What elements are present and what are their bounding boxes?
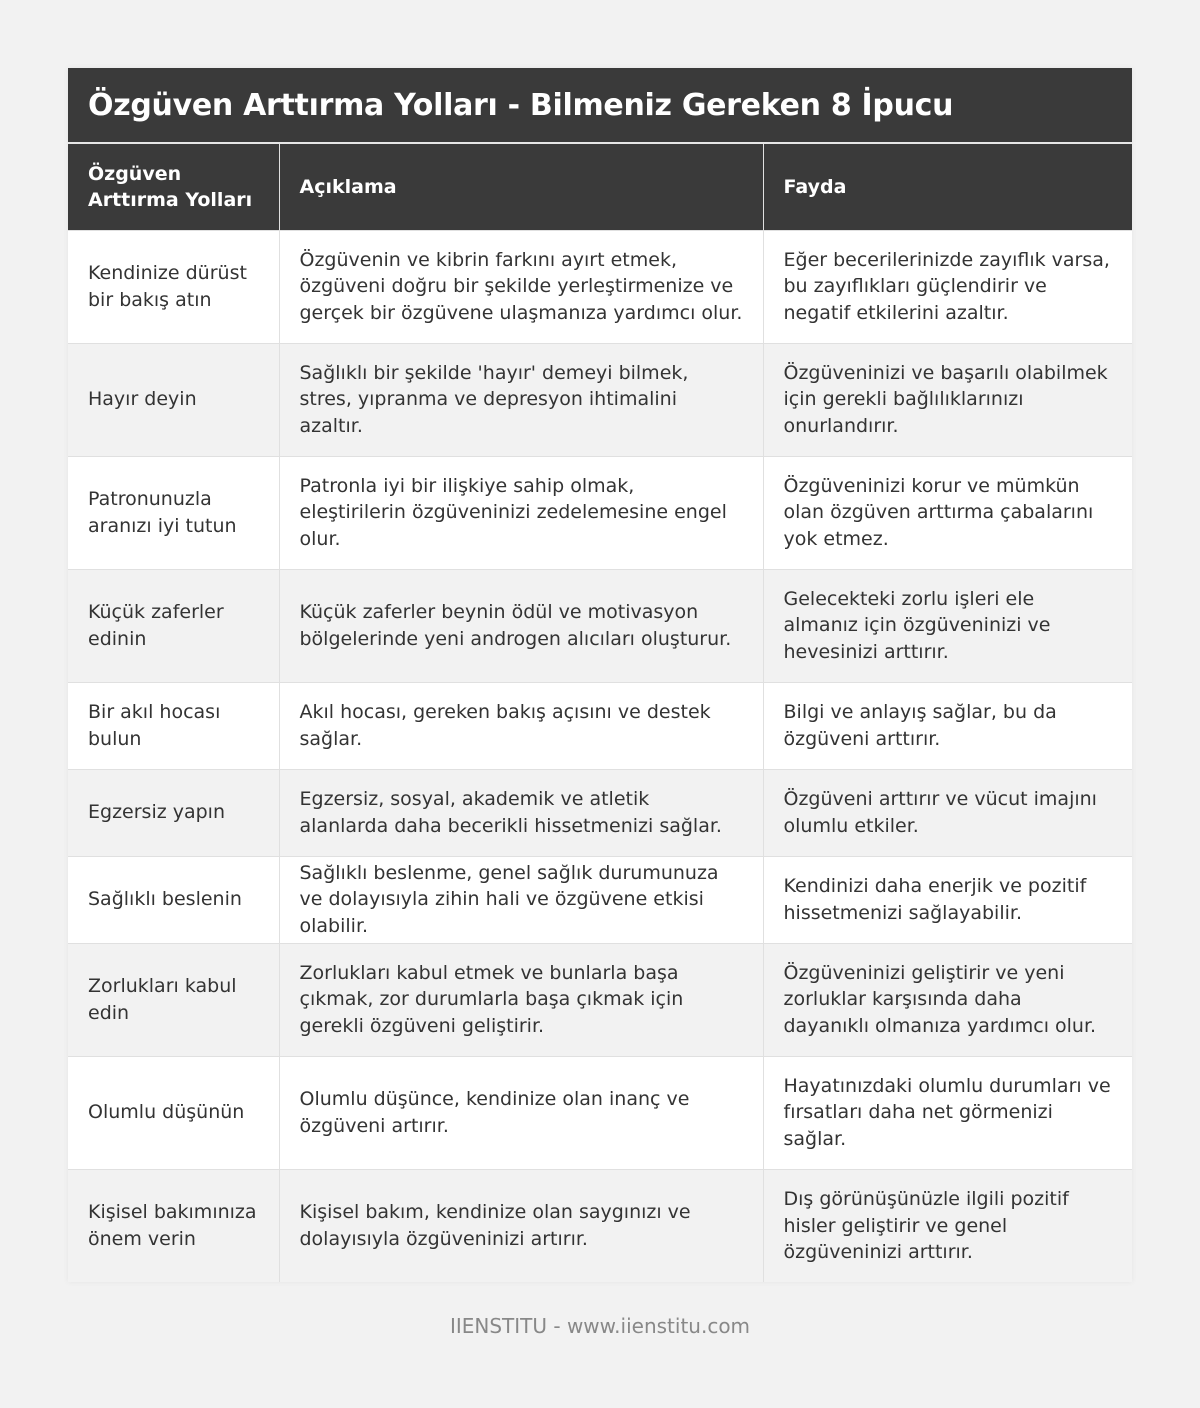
cell-benefit: Dış görünüşünüzle ilgili pozitif hisler geliştirir ve genel özgüveninizi arttırır. bbox=[763, 1169, 1132, 1282]
cell-way: Bir akıl hocası bulun bbox=[68, 682, 279, 769]
cell-way: Patronunuzla aranızı iyi tutun bbox=[68, 456, 279, 569]
cell-description: Küçük zaferler beynin ödül ve motivasyon bölgelerinde yeni androgen alıcıları oluşturur. bbox=[279, 569, 763, 682]
tips-table-card bbox=[68, 68, 1132, 1282]
cell-description: Akıl hocası, gereken bakış açısını ve destek sağlar. bbox=[279, 682, 763, 769]
table-row bbox=[68, 856, 1132, 943]
cell-benefit: Özgüveninizi geliştirir ve yeni zorluklar karşısında daha dayanıklı olmanıza yardımcı olur. bbox=[763, 943, 1132, 1056]
cell-benefit: Gelecekteki zorlu işleri ele almanız için özgüveninizi ve hevesinizi arttırır. bbox=[763, 569, 1132, 682]
cell-benefit: Hayatınızdaki olumlu durumları ve fırsatları daha net görmenizi sağlar. bbox=[763, 1056, 1132, 1169]
table-row bbox=[68, 769, 1132, 856]
cell-description: Zorlukları kabul etmek ve bunlarla başa çıkmak, zor durumlarla başa çıkmak için gerekli özgüveni geliştirir. bbox=[279, 943, 763, 1056]
cell-way: Sağlıklı beslenin bbox=[68, 856, 279, 943]
cell-way: Kişisel bakımınıza önem verin bbox=[68, 1169, 279, 1282]
table-row bbox=[68, 1169, 1132, 1282]
cell-benefit: Özgüveninizi korur ve mümkün olan özgüven arttırma çabalarını yok etmez. bbox=[763, 456, 1132, 569]
table-row bbox=[68, 682, 1132, 769]
cell-way: Olumlu düşünün bbox=[68, 1056, 279, 1169]
table-row bbox=[68, 943, 1132, 1056]
cell-benefit: Özgüveninizi ve başarılı olabilmek için gerekli bağlılıklarınızı onurlandırır. bbox=[763, 343, 1132, 456]
table-row bbox=[68, 343, 1132, 456]
page-title: Özgüven Arttırma Yolları - Bilmeniz Gereken 8 İpucu bbox=[88, 87, 954, 123]
cell-description: Özgüvenin ve kibrin farkını ayırt etmek, özgüveni doğru bir şekilde yerleştirmenize ve gerçek bir özgüvene ulaşmanıza yardımcı olur. bbox=[279, 230, 763, 343]
cell-benefit: Kendinizi daha enerjik ve pozitif hissetmenizi sağlayabilir. bbox=[763, 856, 1132, 943]
title-bar bbox=[68, 68, 1132, 144]
cell-way: Kendinize dürüst bir bakış atın bbox=[68, 230, 279, 343]
table-row bbox=[68, 456, 1132, 569]
tips-table bbox=[68, 144, 1132, 1282]
cell-way: Hayır deyin bbox=[68, 343, 279, 456]
column-header-description: Açıklama bbox=[279, 144, 763, 230]
table-row bbox=[68, 230, 1132, 343]
table-body bbox=[68, 230, 1132, 1282]
cell-way: Egzersiz yapın bbox=[68, 769, 279, 856]
cell-description: Egzersiz, sosyal, akademik ve atletik alanlarda daha becerikli hissetmenizi sağlar. bbox=[279, 769, 763, 856]
header-row bbox=[68, 144, 1132, 230]
column-header-benefit: Fayda bbox=[763, 144, 1132, 230]
table-row bbox=[68, 1056, 1132, 1169]
cell-description: Sağlıklı beslenme, genel sağlık durumunuza ve dolayısıyla zihin hali ve özgüvene etkisi olabilir. bbox=[279, 856, 763, 943]
column-header-way: Özgüven Arttırma Yolları bbox=[68, 144, 279, 230]
cell-description: Olumlu düşünce, kendinize olan inanç ve özgüveni artırır. bbox=[279, 1056, 763, 1169]
table-header bbox=[68, 144, 1132, 230]
footer-source: IIENSTITU - www.iienstitu.com bbox=[449, 1314, 751, 1338]
cell-description: Patronla iyi bir ilişkiye sahip olmak, eleştirilerin özgüveninizi zedelemesine engel olur. bbox=[279, 456, 763, 569]
cell-benefit: Eğer becerilerinizde zayıflık varsa, bu zayıflıkları güçlendirir ve negatif etkilerini azaltır. bbox=[763, 230, 1132, 343]
cell-way: Küçük zaferler edinin bbox=[68, 569, 279, 682]
cell-description: Kişisel bakım, kendinize olan saygınızı ve dolayısıyla özgüveninizi artırır. bbox=[279, 1169, 763, 1282]
cell-way: Zorlukları kabul edin bbox=[68, 943, 279, 1056]
cell-benefit: Özgüveni arttırır ve vücut imajını olumlu etkiler. bbox=[763, 769, 1132, 856]
cell-benefit: Bilgi ve anlayış sağlar, bu da özgüveni arttırır. bbox=[763, 682, 1132, 769]
table-row bbox=[68, 569, 1132, 682]
cell-description: Sağlıklı bir şekilde 'hayır' demeyi bilmek, stres, yıpranma ve depresyon ihtimalini azaltır. bbox=[279, 343, 763, 456]
